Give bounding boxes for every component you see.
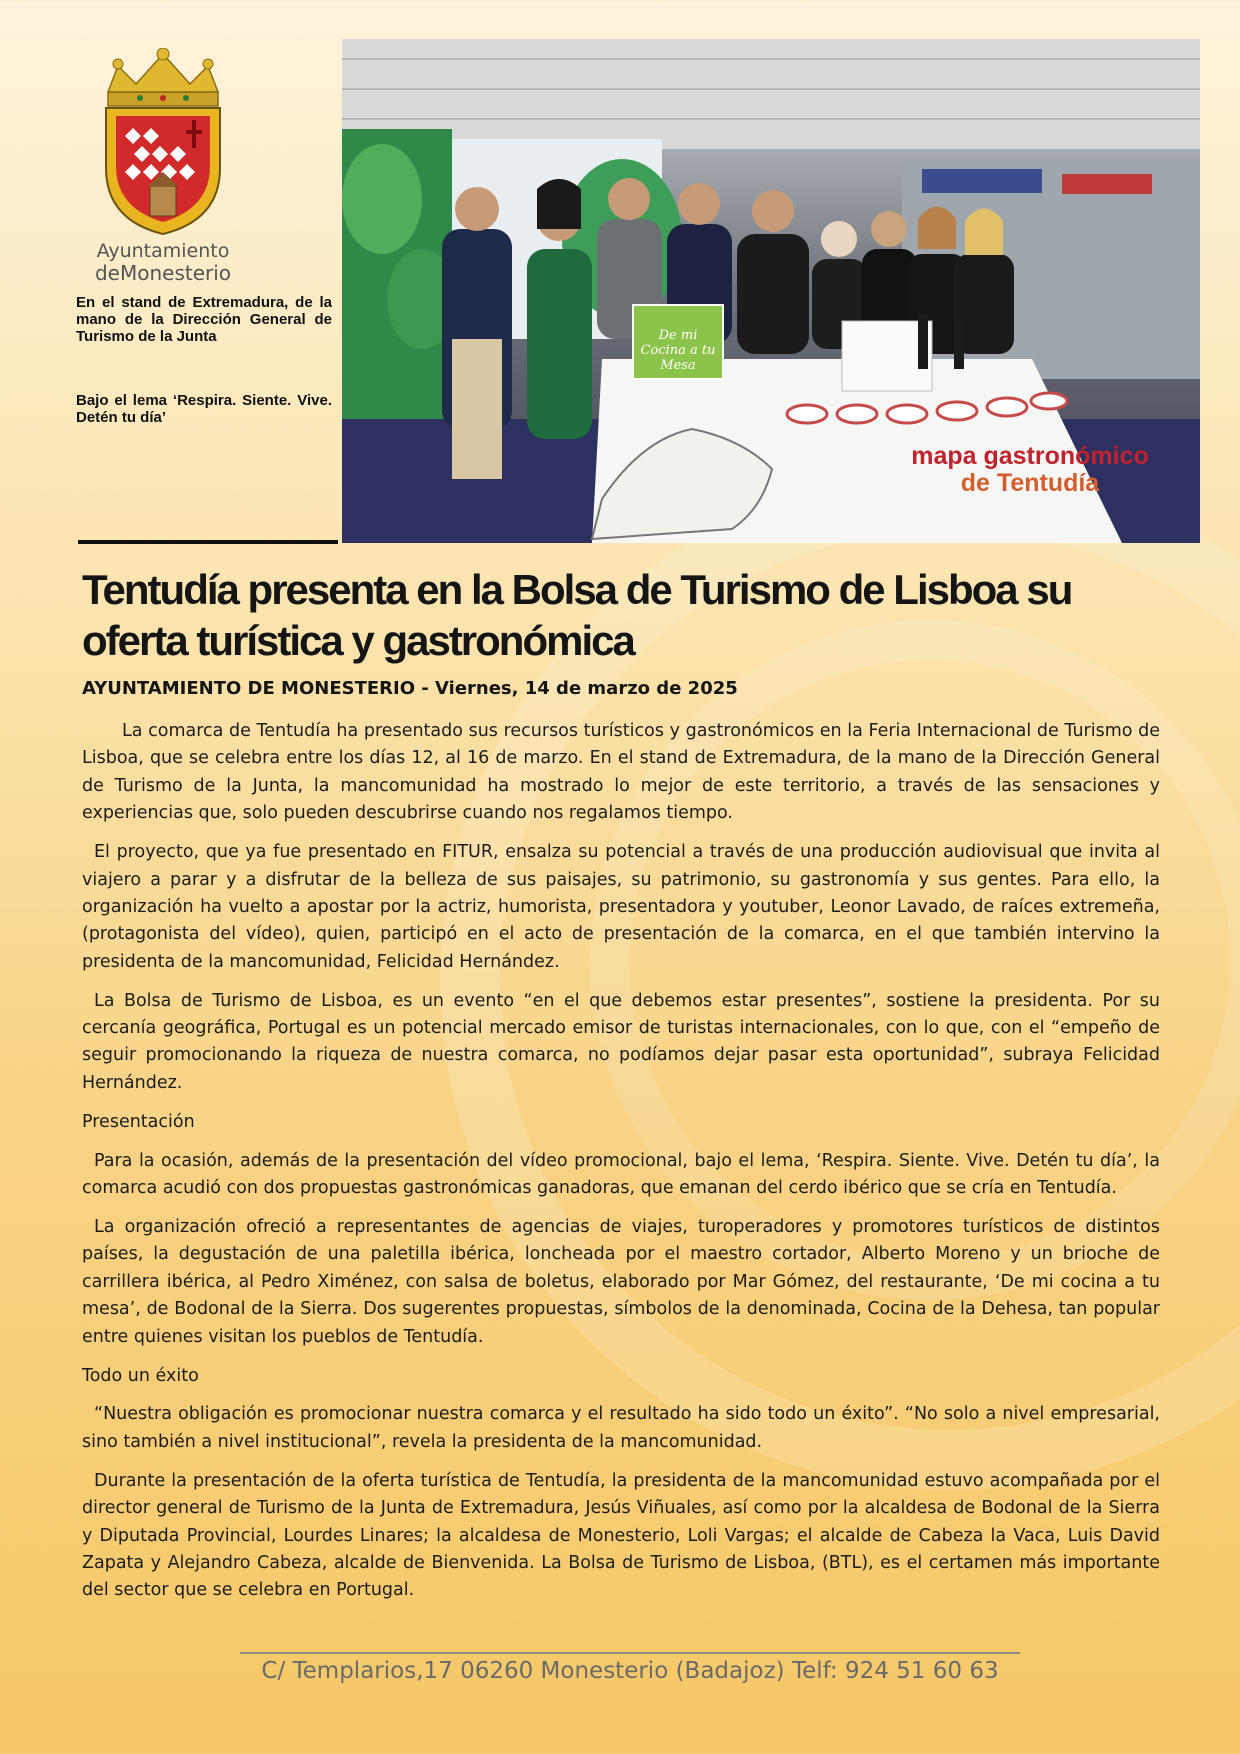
paragraph-2: El proyecto, que ya fue presentado en FITUR, ensalza su potencial a través de una producción audiovisual que invita al viajero a parar y a disfrutar de la belleza de sus paisajes, su patrimonio, su gastronomía y sus gentes. Para ello, la organización ha vuelto a apostar por la actriz, humorista, presentadora y youtuber, Leonor Lavado, de raíces extremeña, (protagonista del vídeo), quien, participó en el acto de presentación de la comarca, en el que también intervino la presidenta de la mancomunidad, Felicidad Hernández.: [82, 842, 1160, 972]
photo-caption-2: Bajo el lema ‘Respira. Siente. Vive. Detén tu día’: [76, 392, 332, 426]
paragraph-3: La Bolsa de Turismo de Lisboa, es un evento “en el que debemos estar presentes”, sostiene la presidenta. Por su cercanía geográfica, Portugal es un potencial mercado emisor de turistas internacionales, con lo que, con el “empeño de seguir promocionando la riqueza de nuestra comarca, no podíamos dejar pasar esta oportunidad”, subraya Felicidad Hernández.: [82, 990, 1160, 1093]
table-banner: [908, 443, 1152, 497]
paragraph-7: Durante la presentación de la oferta turística de Tentudía, la presidenta de la mancomunidad estuvo acompañada por el director general de Turismo de la Junta de Extremadura, Jesús Viñuales, así como por la alcaldesa de Bodonal de la Sierra y Diputada Provincial, Lourdes Linares; la alcaldesa de Monesterio, Loli Vargas; el alcalde de Cabeza la Vaca, Luis David Zapata y Alejandro Cabeza, alcalde de Bienvenida. La Bolsa de Turismo de Lisboa, (BTL), es el certamen más importante del sector que se celebra en Portugal.: [82, 1470, 1160, 1601]
coat-of-arms-icon: [88, 48, 238, 238]
banner-line-1: mapa gastronómico: [911, 442, 1149, 470]
paragraph-4: Para la ocasión, además de la presentación del vídeo promocional, bajo el lema, ‘Respira. Siente. Vive. Detén tu día’, la comarca acudió con dos propuestas gastronómicas ganadoras, que emanan del cerdo ibérico que se cría en Tentudía.: [82, 1150, 1160, 1199]
article-body: [82, 718, 1160, 1616]
footer-address: C/ Templarios,17 06260 Monesterio (Badajoz) Telf: 924 51 60 63: [261, 1658, 999, 1684]
footer-divider: [240, 1652, 1020, 1654]
photo-caption-1: En el stand de Extremadura, de la mano de la Dirección General de Turismo de la Junta: [76, 294, 332, 345]
paragraph-5: La organización ofreció a representantes de agencias de viajes, turoperadores y promotores turísticos de distintos países, la degustación de una paletilla ibérica, loncheada por el maestro cortador, Alberto Moreno y un brioche de carrillera ibérica, al Pedro Ximénez, con salsa de boletus, elaborado por Mar Gómez, del restaurante, ‘De mi cocina a tu mesa’, de Bodonal de la Sierra. Dos sugerentes propuestas, símbolos de la denominada, Cocina de la Dehesa, tan popular entre quienes visitan los pueblos de Tentudía.: [82, 1217, 1160, 1347]
banner-line-2: de Tentudía: [960, 469, 1100, 497]
paragraph-6: “Nuestra obligación es promocionar nuestra comarca y el resultado ha sido todo un éxito”. “No solo a nivel empresarial, sino también a nivel institucional”, revela la presidenta de la mancomunidad.: [82, 1404, 1160, 1452]
sign-placard: De mi Cocina a tu Mesa: [632, 304, 724, 380]
logo-line-2: deMonesterio: [94, 261, 232, 285]
event-photo: [342, 39, 1200, 543]
subheading-presentacion: Presentación: [82, 1111, 195, 1132]
paragraph-1: La comarca de Tentudía ha presentado sus recursos turísticos y gastronómicos en la Feria Internacional de Turismo de Lisboa, que se celebra entre los días 12, al 16 de marzo. En el stand de Extremadura, de la mano de la Dirección General de Turismo de la Junta, la mancomunidad ha mostrado lo mejor de este territorio, a través de las sensaciones y experiencias que, solo pueden descubrirse cuando nos regalamos tiempo.: [82, 721, 1160, 824]
subheading-exito: Todo un éxito: [82, 1365, 199, 1386]
logo-wordmark: [88, 240, 238, 284]
article-title: Tentudía presenta en la Bolsa de Turismo de Lisboa su oferta turística y gastronómica: [82, 566, 1072, 664]
municipality-logo: [88, 48, 238, 288]
logo-line-1: Ayuntamiento: [96, 240, 230, 262]
section-divider: [78, 540, 338, 544]
article-byline: AYUNTAMIENTO DE MONESTERIO - Viernes, 14 de marzo de 2025: [82, 678, 738, 699]
